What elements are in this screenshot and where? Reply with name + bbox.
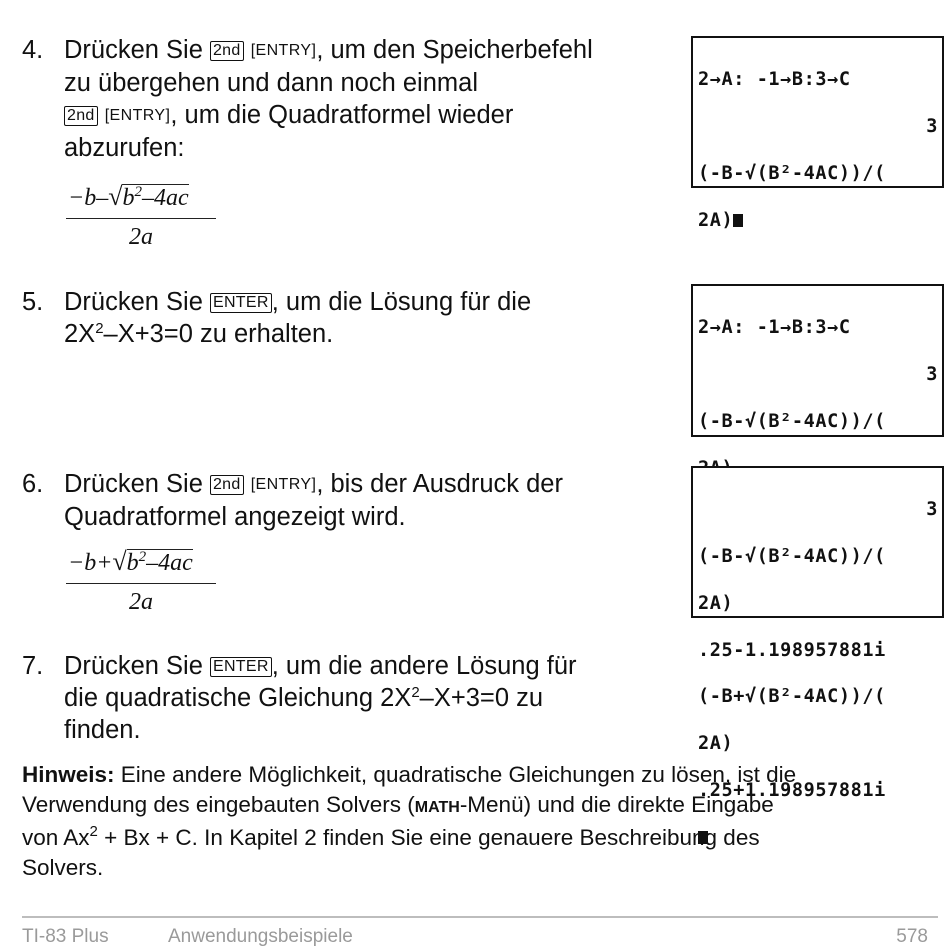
step-5 (22, 286, 672, 350)
exponent: 2 (411, 684, 420, 701)
step-text: Drücken Sie (64, 288, 210, 316)
screen-line: .25+1.198957881i (698, 779, 886, 801)
step-text: , um die Lösung für die (271, 288, 532, 316)
footer-divider (22, 916, 938, 918)
hint-text: + Bx + C. In Kapitel 2 finden Sie eine genauere Beschreibung des (97, 825, 760, 850)
cursor-icon (733, 214, 743, 227)
screen-line: (-B-√(B²-4AC))/( (698, 545, 886, 567)
step-7 (22, 650, 672, 746)
screen-line: .25-1.198957881i (698, 639, 886, 661)
footer-section: Anwendungsbeispiele (168, 926, 353, 947)
step-number: 6. (22, 470, 44, 498)
key-entry: [ENTRY] (250, 476, 317, 493)
calculator-screen-1 (691, 36, 944, 231)
step-text: Drücken Sie (64, 652, 210, 680)
screen-line-result: 3 (926, 499, 938, 521)
quadratic-formula-minus (66, 182, 216, 251)
radicand-rest: –4ac (146, 550, 193, 576)
radicand (127, 549, 193, 576)
exponent: 2 (138, 549, 147, 565)
step-number: 5. (22, 288, 44, 316)
key-2nd: 2nd (210, 41, 244, 61)
step-text: , um die andere Lösung für (271, 652, 577, 680)
step-text: Quadratformel angezeigt wird. (64, 503, 406, 531)
hint-note (22, 760, 927, 883)
screen-line: 2A) (698, 733, 734, 755)
formula-denominator: 2a (129, 589, 153, 615)
screen-line: (-B-√(B²-4AC))/( (698, 162, 886, 184)
key-2nd: 2nd (210, 475, 244, 495)
screen-line: 2→A: -1→B:3→C (698, 317, 851, 339)
exponent: 2 (89, 823, 98, 840)
exponent: 2 (134, 184, 142, 200)
hint-text: Verwendung des eingebauten Solvers ( (22, 792, 415, 817)
radical-sign: √ (112, 547, 127, 576)
step-number: 7. (22, 652, 44, 680)
step-6 (22, 468, 672, 533)
step-text: , bis der Ausdruck der (316, 470, 563, 498)
step-4 (22, 34, 672, 164)
key-entry: [ENTRY] (104, 107, 171, 124)
radicand-b: b (122, 185, 135, 211)
hint-text: Eine andere Möglichkeit, quadratische Gleichungen zu lösen, ist die (114, 762, 797, 787)
step-text: abzurufen: (64, 134, 185, 162)
calculator-screen-2 (691, 284, 944, 437)
step-text: , um die Quadratformel wieder (170, 101, 514, 129)
screen-line: 2→A: -1→B:3→C (698, 69, 851, 91)
screen-line-result: 3 (926, 363, 938, 385)
step-text: –X+3=0 zu erhalten. (103, 320, 334, 348)
step-text: zu übergehen und dann noch einmal (64, 69, 478, 97)
key-enter: ENTER (210, 657, 272, 677)
formula-prefix: −b+ (68, 550, 113, 576)
math-menu-label: MATH (414, 799, 460, 816)
formula-prefix: −b– (68, 185, 109, 211)
screen-line: 2A) (698, 209, 734, 231)
radical-sign: √ (108, 182, 123, 211)
footer-product: TI-83 Plus (22, 926, 109, 947)
step-number: 4. (22, 36, 44, 64)
step-text: Drücken Sie (64, 470, 210, 498)
step-text: , um den Speicherbefehl (316, 36, 593, 64)
step-text: 2X (64, 320, 96, 348)
screen-line: (-B+√(B²-4AC))/( (698, 686, 886, 708)
formula-numerator (66, 182, 216, 219)
screen-line: (-B-√(B²-4AC))/( (698, 410, 886, 432)
step-text: Drücken Sie (64, 36, 210, 64)
key-enter: ENTER (210, 293, 272, 313)
hint-text: Solvers. (22, 855, 104, 880)
hint-label: Hinweis: (22, 762, 115, 787)
screen-line-result: 3 (926, 115, 938, 137)
key-2nd: 2nd (64, 106, 98, 126)
step-text: –X+3=0 zu (419, 684, 544, 712)
formula-numerator (66, 547, 216, 584)
radicand-b: b (126, 550, 139, 576)
step-text: die quadratische Gleichung 2X (64, 684, 412, 712)
page-number: 578 (896, 926, 928, 947)
calculator-screen-3 (691, 466, 944, 801)
hint-text: von Ax (22, 825, 90, 850)
radicand (122, 184, 188, 211)
formula-denominator: 2a (129, 224, 153, 250)
exponent: 2 (95, 320, 104, 337)
step-text: finden. (64, 716, 141, 744)
quadratic-formula-plus (66, 547, 216, 616)
screen-line: 2A) (698, 592, 734, 614)
radicand-rest: –4ac (141, 185, 189, 211)
key-entry: [ENTRY] (250, 42, 317, 59)
hint-text: -Menü) und die direkte Eingabe (459, 792, 774, 817)
